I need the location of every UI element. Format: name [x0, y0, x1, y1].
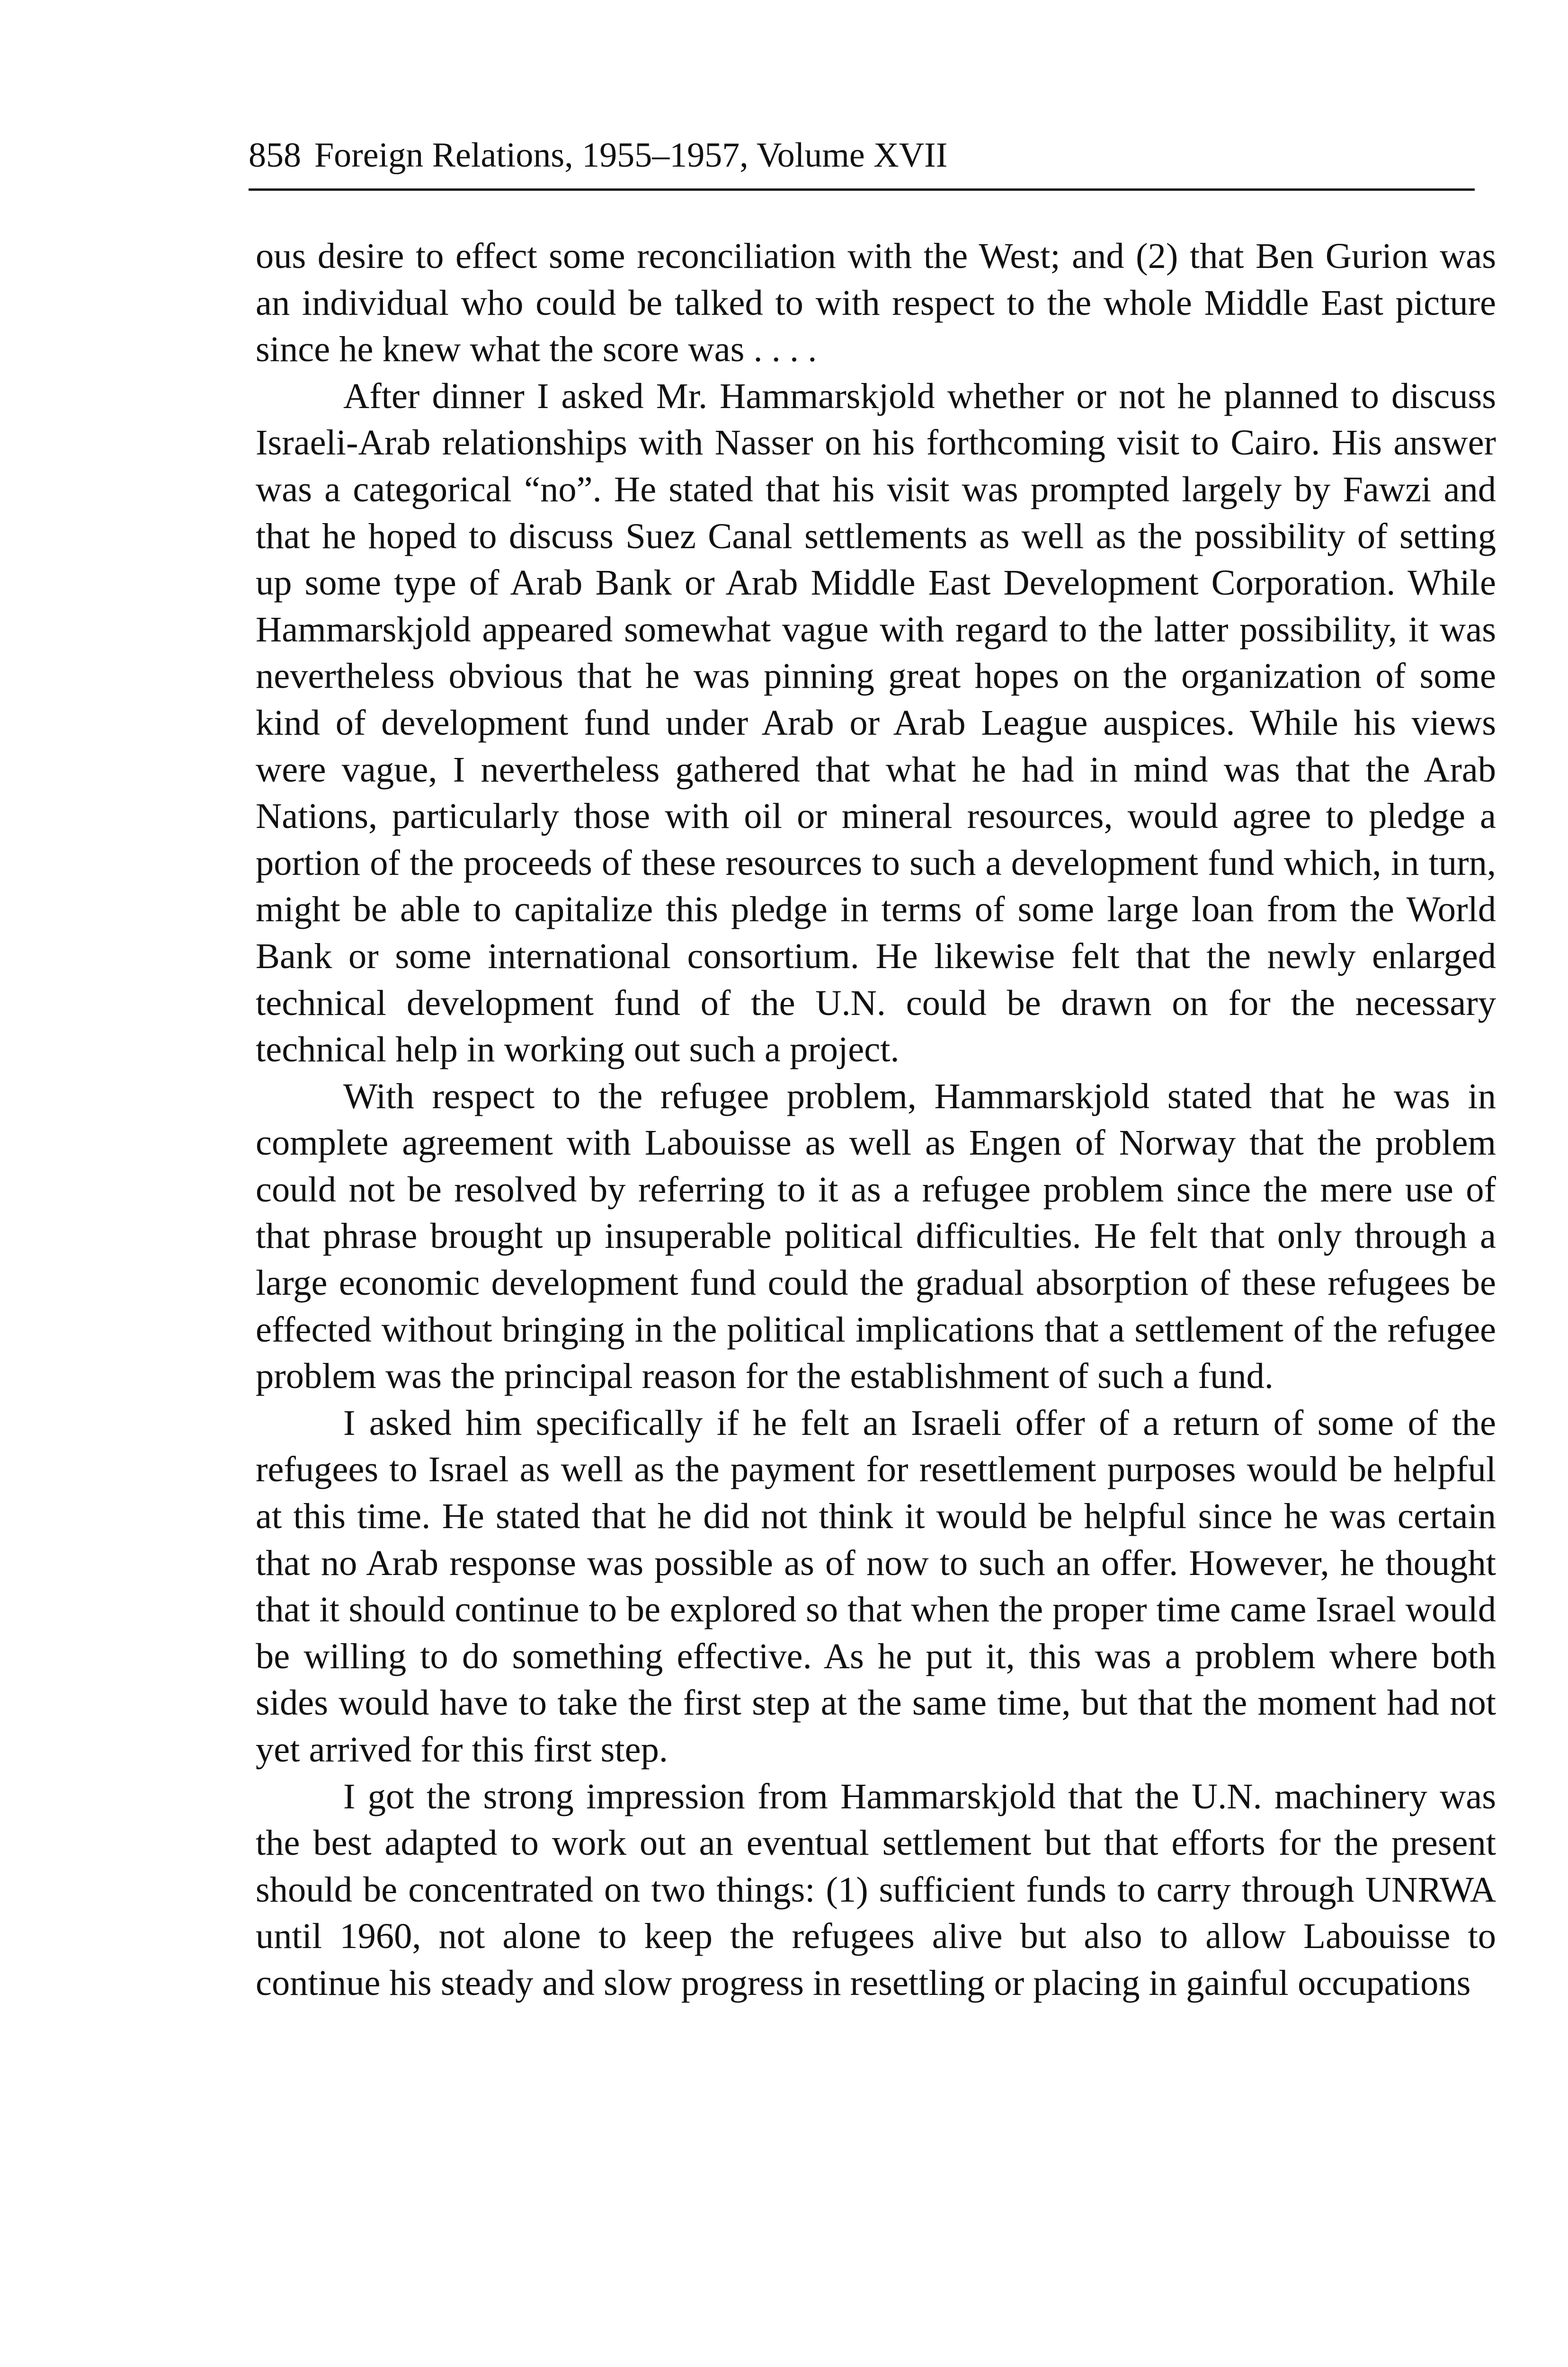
paragraph-continued: ous desire to effect some reconciliation with the West; and (2) that Ben Gurion was an individual who could be talked to with respect to the whole Middle East picture since he knew what the score was . . . . — [256, 236, 1496, 370]
paragraph: After dinner I asked Mr. Hammarskjold whether or not he planned to discuss Israeli-Arab relationships with Nasser on his forthcoming visit to Cairo. His answer was a categorical “no”. He stated that his visit was prompted largely by Fawzi and that he hoped to discuss Suez Canal settlements as well as the possibility of setting up some type of Arab Bank or Arab Middle East Development Corporation. While Hammarskjold appeared somewhat vague with regard to the latter possibility, it was nevertheless obvious that he was pinning great hopes on the organization of some kind of development fund under Arab or Arab League auspices. While his views were vague, I nevertheless gathered that what he had in mind was that the Arab Nations, particularly those with oil or mineral resources, would agree to pledge a portion of the proceeds of these resources to such a development fund which, in turn, might be able to capitalize this pledge in terms of some large loan from the World Bank or some international consortium. He likewise felt that the newly enlarged technical development fund of the U.N. could be drawn on for the necessary technical help in working out such a project. — [256, 375, 1496, 1070]
paragraph: I asked him specifically if he felt an Israeli offer of a return of some of the refugees to Israel as well as the payment for resettlement purposes would be helpful at this time. He stated that he did not think it would be helpful since he was certain that no Arab response was possible as of now to such an offer. However, he thought that it should continue to be explored so that when the proper time came Israel would be willing to do something effective. As he put it, this was a problem where both sides would have to take the first step at the same time, but that the moment had not yet arrived for this first step. — [256, 1402, 1496, 1770]
body-text — [256, 233, 1496, 2007]
paragraph: With respect to the refugee problem, Hammarskjold stated that he was in complete agreement with Labouisse as well as Engen of Norway that the problem could not be resolved by referring to it as a refugee problem since the mere use of that phrase brought up insuperable political difficulties. He felt that only through a large economic development fund could the gradual absorption of these refugees be effected without bringing in the political implications that a settlement of the refugee problem was the principal reason for the establishment of such a fund. — [256, 1076, 1496, 1397]
page-number: 858 — [249, 136, 301, 175]
paragraph: I got the strong impression from Hammarskjold that the U.N. machinery was the best adapted to work out an eventual settlement but that efforts for the present should be concentrated on two things: (1) sufficient funds to carry through UNRWA until 1960, not alone to keep the refugees alive but also to allow Labouisse to continue his steady and slow progress in resettling or placing in gainful occupations — [256, 1776, 1496, 2003]
volume-title: Foreign Relations, 1955–1957, Volume XVII — [314, 136, 948, 175]
running-header — [249, 132, 1475, 191]
